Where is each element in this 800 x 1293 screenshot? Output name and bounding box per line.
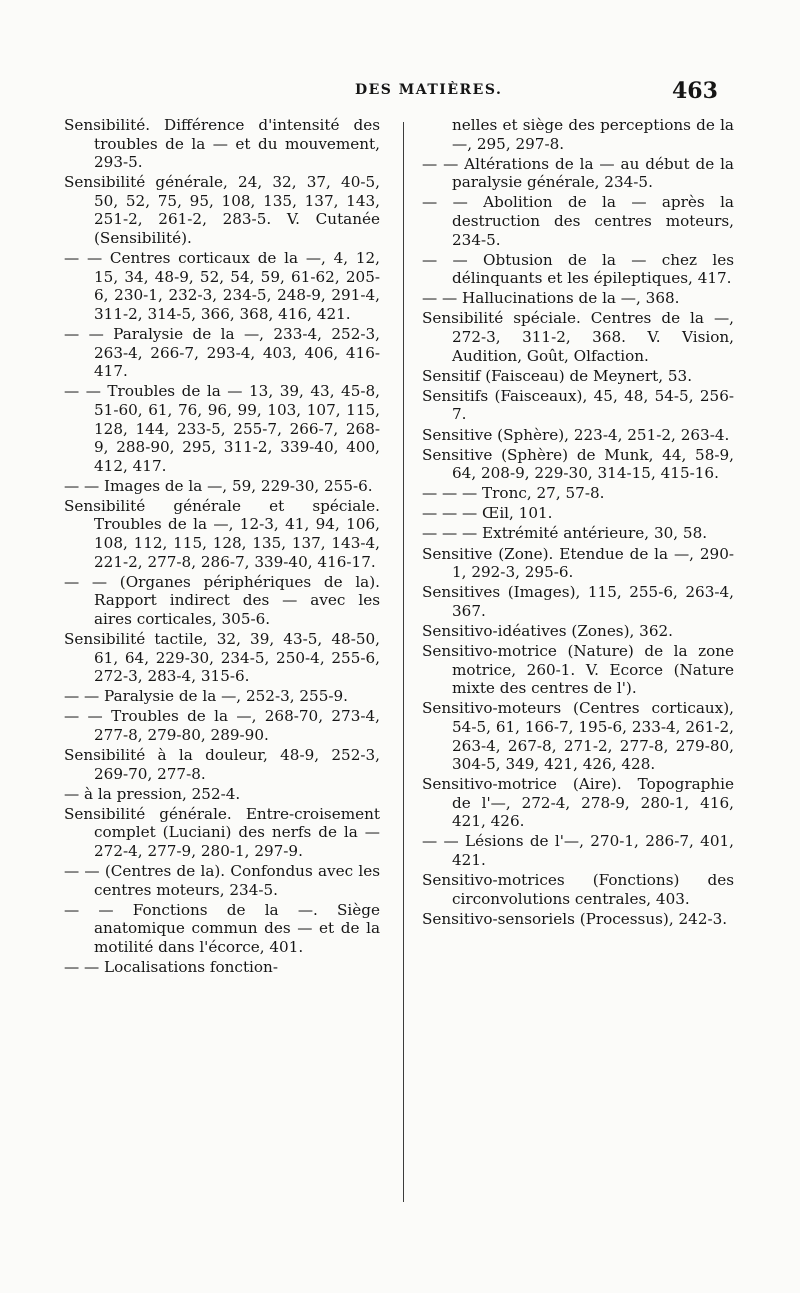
index-entry-continuation: nelles et siège des perceptions de la —, 295, 297-8.: [452, 116, 734, 153]
index-entry: — — — Tronc, 27, 57-8.: [422, 484, 605, 503]
running-head: DES MATIÈRES.: [355, 82, 503, 98]
index-entry: — — Images de la —, 59, 229-30, 255-6.: [64, 476, 373, 495]
index-column-left: [64, 116, 380, 978]
index-entry: — — — Extrémité antérieure, 30, 58.: [422, 524, 708, 543]
index-entry: Sensitivo-moteurs (Centres corticaux), 54-5, 61, 166-7, 195-6, 233-4, 261-2, 263-4, 267-8, 271-2, 277-8, 279-80, 304-5, 349, 421, 426, 428.: [422, 699, 734, 774]
index-entry: — — Paralysie de la —, 252-3, 255-9.: [64, 687, 349, 706]
index-entry: Sensibilité générale et spéciale. Troubles de la —, 12-3, 41, 94, 106, 108, 112, 115, 128, 135, 137, 143-4, 221-2, 277-8, 286-7, 339-40, 416-17.: [64, 496, 380, 571]
index-entry: Sensibilité à la douleur, 48-9, 252-3, 269-70, 277-8.: [64, 746, 380, 783]
index-entry: — — — Œil, 101.: [422, 504, 553, 523]
index-entry: Sensibilité générale. Entre-croisement complet (Luciani) des nerfs de la — 272-4, 277-9, 280-1, 297-9.: [64, 804, 380, 861]
index-entry: Sensitivo-sensoriels (Processus), 242-3.: [422, 909, 728, 928]
index-entry: — — Abolition de la — après la destruction des centres moteurs, 234-5.: [422, 193, 734, 249]
index-entry: — — Paralysie de la —, 233-4, 252-3, 263-4, 266-7, 293-4, 403, 406, 416-417.: [64, 325, 380, 381]
index-entry: — à la pression, 252-4.: [64, 784, 241, 803]
index-entry: Sensitive (Zone). Etendue de la —, 290-1, 292-3, 295-6.: [422, 544, 734, 582]
index-entry: — — (Centres de la). Confondus avec les centres moteurs, 234-5.: [64, 862, 380, 899]
page-header: [0, 78, 800, 108]
index-entry: — — Obtusion de la — chez les délinquants et les épileptiques, 417.: [422, 250, 734, 288]
index-entry: Sensitifs (Faisceaux), 45, 48, 54-5, 256-7.: [422, 386, 734, 424]
index-entry: — — (Organes périphériques de la). Rapport indirect des — avec les aires corticales, 305-6.: [64, 572, 380, 628]
index-entry: Sensitif (Faisceau) de Meynert, 53.: [422, 366, 693, 385]
index-entry: — — Centres corticaux de la —, 4, 12, 15, 34, 48-9, 52, 54, 59, 61-62, 205-6, 230-1, 232-3, 234-5, 248-9, 291-4, 311-2, 314-5, 366, 368, 416, 421.: [64, 249, 380, 323]
index-entry: Sensitive (Sphère), 223-4, 251-2, 263-4.: [422, 425, 730, 444]
index-entry: — — Troubles de la — 13, 39, 43, 45-8, 51-60, 61, 76, 96, 99, 103, 107, 115, 128, 144, 233-5, 255-7, 266-7, 268-9, 288-90, 295, 311-2, 339-40, 400, 412, 417.: [64, 382, 380, 475]
index-entry: Sensibilité tactile, 32, 39, 43-5, 48-50, 61, 64, 229-30, 234-5, 250-4, 255-6, 272-3, 283-4, 315-6.: [64, 630, 380, 686]
index-entry: Sensitivo-motrices (Fonctions) des circonvolutions centrales, 403.: [422, 871, 734, 908]
index-entry: Sensitive (Sphère) de Munk, 44, 58-9, 64, 208-9, 229-30, 314-15, 415-16.: [422, 445, 734, 483]
index-entry: Sensitivo-motrice (Aire). Topographie de l'—, 272-4, 278-9, 280-1, 416, 421, 426.: [422, 775, 734, 831]
index-entry: — — Fonctions de la —. Siège anatomique commun des — et de la motilité dans l'écorce, 401.: [64, 900, 380, 957]
index-entry: Sensitivo-idéatives (Zones), 362.: [422, 621, 673, 640]
index-entry: — — Altérations de la — au début de la paralysie générale, 234-5.: [422, 154, 734, 192]
index-entry: — — Hallucinations de la —, 368.: [422, 289, 680, 308]
index-column-right: [422, 116, 734, 930]
index-entry: Sensibilité. Différence d'intensité des troubles de la — et du mouvement, 293-5.: [64, 116, 380, 172]
column-divider: [403, 122, 404, 1202]
index-entry: Sensitivo-motrice (Nature) de la zone motrice, 260-1. V. Ecorce (Nature mixte des centres de l').: [422, 642, 734, 698]
index-entry: — — Localisations fonction-: [64, 958, 278, 977]
page-number: 463: [672, 78, 718, 104]
index-entry: Sensibilité spéciale. Centres de la —, 272-3, 311-2, 368. V. Vision, Audition, Goût, Olfaction.: [422, 309, 734, 365]
index-entry: — — Troubles de la —, 268-70, 273-4, 277-8, 279-80, 289-90.: [64, 707, 380, 744]
index-entry: — — Lésions de l'—, 270-1, 286-7, 401, 421.: [422, 832, 734, 870]
index-entry: Sensibilité générale, 24, 32, 37, 40-5, 50, 52, 75, 95, 108, 135, 137, 143, 251-2, 261-2, 283-5. V. Cutanée (Sensibilité).: [64, 173, 380, 248]
index-entry: Sensitives (Images), 115, 255-6, 263-4, 367.: [422, 583, 734, 620]
